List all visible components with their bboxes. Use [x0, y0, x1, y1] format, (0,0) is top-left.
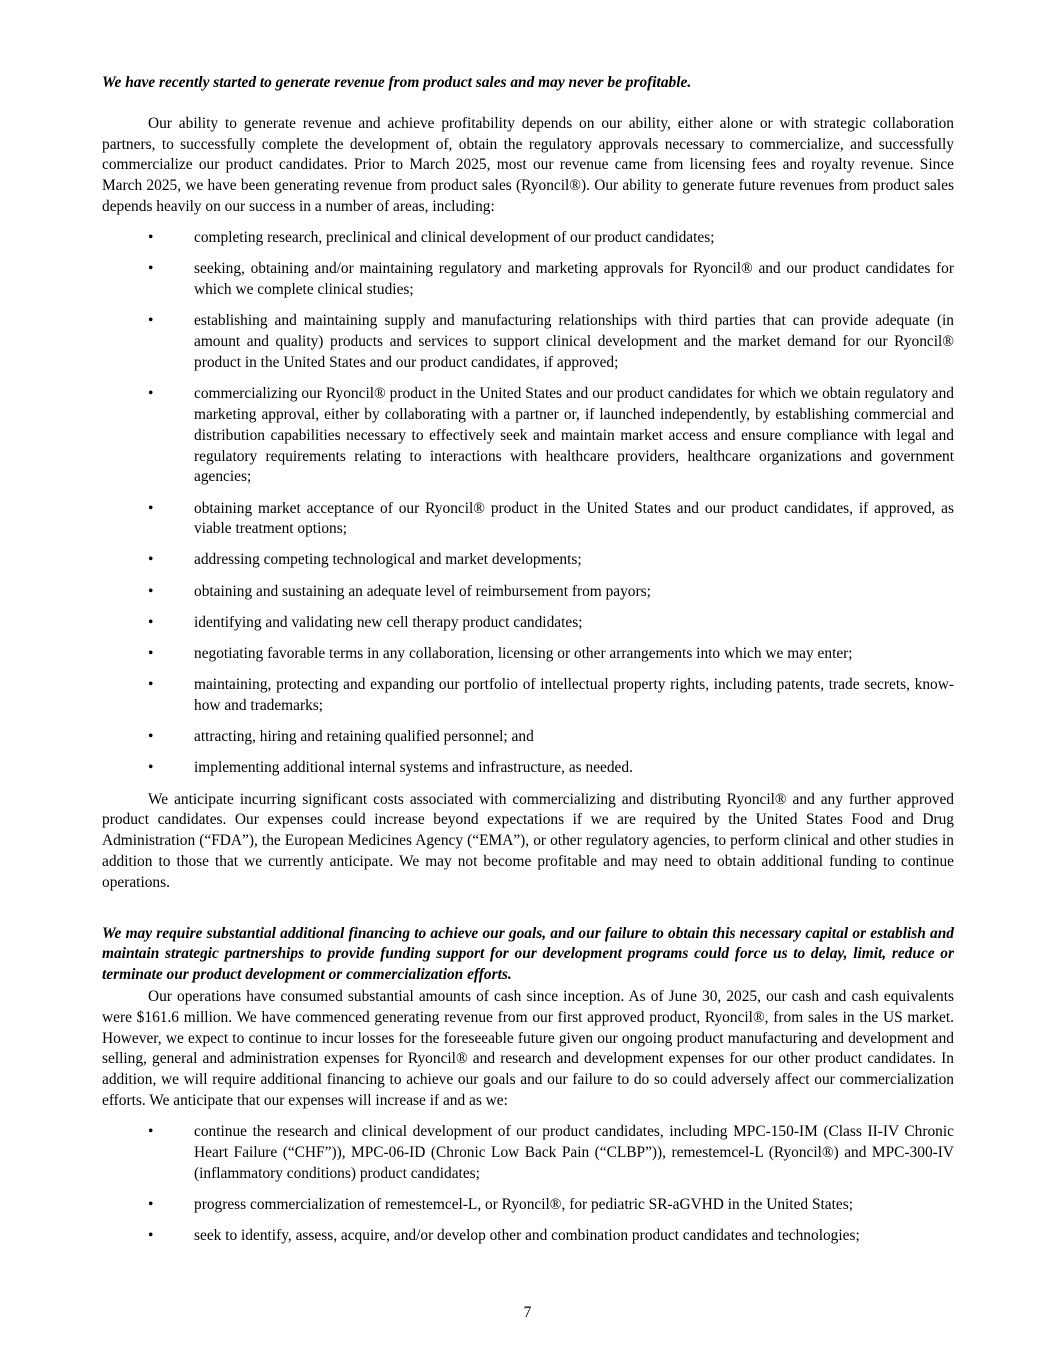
bullet-icon: •: [148, 312, 154, 330]
list-item: [102, 1122, 954, 1184]
list-item: [102, 582, 954, 603]
list-item: [102, 675, 954, 717]
bullet-icon: •: [148, 385, 154, 403]
list-item: [102, 550, 954, 571]
list-item: [102, 228, 954, 249]
list-item: [102, 311, 954, 373]
bullet-list-success-areas: [102, 228, 954, 779]
list-item: [102, 758, 954, 779]
bullet-list-expense-drivers: [102, 1122, 954, 1247]
list-item-text: negotiating favorable terms in any collaboration, licensing or other arrangements into which we may enter;: [194, 645, 853, 663]
list-item-text: maintaining, protecting and expanding our portfolio of intellectual property rights, including patents, trade secrets, know-how and trademarks;: [194, 676, 954, 715]
bullet-icon: •: [148, 582, 154, 600]
list-item: [102, 499, 954, 541]
bullet-icon: •: [148, 645, 154, 663]
list-item-text: identifying and validating new cell therapy product candidates;: [194, 613, 583, 631]
bullet-icon: •: [148, 759, 154, 777]
list-item: [102, 613, 954, 634]
section-heading-financing: We may require substantial additional financing to achieve our goals, and our failure to obtain this necessary capital or establish and maintain strategic partnerships to provide funding support for our development programs could force us to delay, limit, reduce or terminate our product development or commercialization efforts.: [102, 924, 954, 984]
list-item-text: seeking, obtaining and/or maintaining regulatory and marketing approvals for Ryoncil® and our product candidates for which we complete clinical studies;: [194, 260, 954, 299]
bullet-icon: •: [148, 1123, 154, 1141]
paragraph-revenue-intro: Our ability to generate revenue and achieve profitability depends on our ability, either alone or with strategic collaboration partners, to successfully complete the development of, obtain the regulatory approvals necessary to commercialize, and successfully commercialize our product candidates. Prior to March 2025, most our revenue came from licensing fees and royalty revenue. Since March 2025, we have been generating revenue from product sales (Ryoncil®). Our ability to generate future revenues from product sales depends heavily on our success in a number of areas, including:: [102, 114, 954, 215]
document-page: [102, 73, 954, 1247]
list-item-text: continue the research and clinical development of our product candidates, including MPC-150-IM (Class II-IV Chronic Heart Failure (“CHF”)), MPC-06-ID (Chronic Low Back Pain (“CLBP”)), remestemcel-L (Ryoncil®) and MPC-300-IV (inflammatory conditions) product candidates;: [194, 1123, 954, 1182]
section-heading-revenue: We have recently started to generate revenue from product sales and may never be profitable.: [102, 74, 692, 91]
list-item-text: seek to identify, assess, acquire, and/or develop other and combination product candidates and technologies;: [194, 1227, 860, 1245]
list-item-text: obtaining and sustaining an adequate level of reimbursement from payors;: [194, 582, 651, 600]
bullet-icon: •: [148, 728, 154, 746]
bullet-icon: •: [148, 613, 154, 631]
list-item-text: establishing and maintaining supply and manufacturing relationships with third parties that can provide adequate (in amount and quality) products and services to support clinical development and the market demand for our Ryoncil® product in the United States and our product candidates, if approved;: [194, 312, 954, 371]
list-item-text: progress commercialization of remestemcel-L, or Ryoncil®, for pediatric SR-aGVHD in the United States;: [194, 1195, 854, 1213]
list-item-text: obtaining market acceptance of our Ryoncil® product in the United States and our product candidates, if approved, as viable treatment options;: [194, 499, 954, 538]
bullet-icon: •: [148, 676, 154, 694]
paragraph-financing-intro: Our operations have consumed substantial amounts of cash since inception. As of June 30, 2025, our cash and cash equivalents were $161.6 million. We have commenced generating revenue from our first approved product, Ryoncil®, from sales in the US market. However, we expect to continue to incur losses for the foreseeable future given our ongoing product manufacturing and development and selling, general and administration expenses for Ryoncil® and research and development expenses for our other product candidates. In addition, we will require additional financing to achieve our goals and our failure to do so could adversely affect our commercialization efforts. We anticipate that our expenses will increase if and as we:: [102, 987, 954, 1109]
list-item: [102, 727, 954, 748]
bullet-icon: •: [148, 260, 154, 278]
list-item: [102, 1226, 954, 1247]
bullet-icon: •: [148, 499, 154, 517]
bullet-icon: •: [148, 1227, 154, 1245]
paragraph-costs: We anticipate incurring significant costs associated with commercializing and distributing Ryoncil® and any further approved product candidates. Our expenses could increase beyond expectations if we are required by the United States Food and Drug Administration (“FDA”), the European Medicines Agency (“EMA”), or other regulatory agencies, to perform clinical and other studies in addition to those that we currently anticipate. We may not become profitable and may need to obtain additional funding to continue operations.: [102, 790, 954, 891]
list-item-text: implementing additional internal systems and infrastructure, as needed.: [194, 759, 633, 777]
bullet-icon: •: [148, 1195, 154, 1213]
bullet-icon: •: [148, 229, 154, 247]
list-item-text: addressing competing technological and market developments;: [194, 551, 582, 569]
list-item: [102, 1195, 954, 1216]
bullet-icon: •: [148, 551, 154, 569]
list-item-text: attracting, hiring and retaining qualified personnel; and: [194, 728, 534, 746]
list-item: [102, 644, 954, 665]
list-item-text: completing research, preclinical and clinical development of our product candidates;: [194, 229, 715, 247]
list-item: [102, 259, 954, 301]
list-item-text: commercializing our Ryoncil® product in the United States and our product candidates for which we obtain regulatory and marketing approval, either by collaborating with a partner or, if launched independently, by establishing commercial and distribution capabilities necessary to effectively seek and maintain market access and ensure compliance with legal and regulatory requirements relating to interactions with healthcare providers, healthcare organizations and government agencies;: [194, 385, 954, 486]
page-number: 7: [523, 1304, 532, 1321]
list-item: [102, 384, 954, 488]
